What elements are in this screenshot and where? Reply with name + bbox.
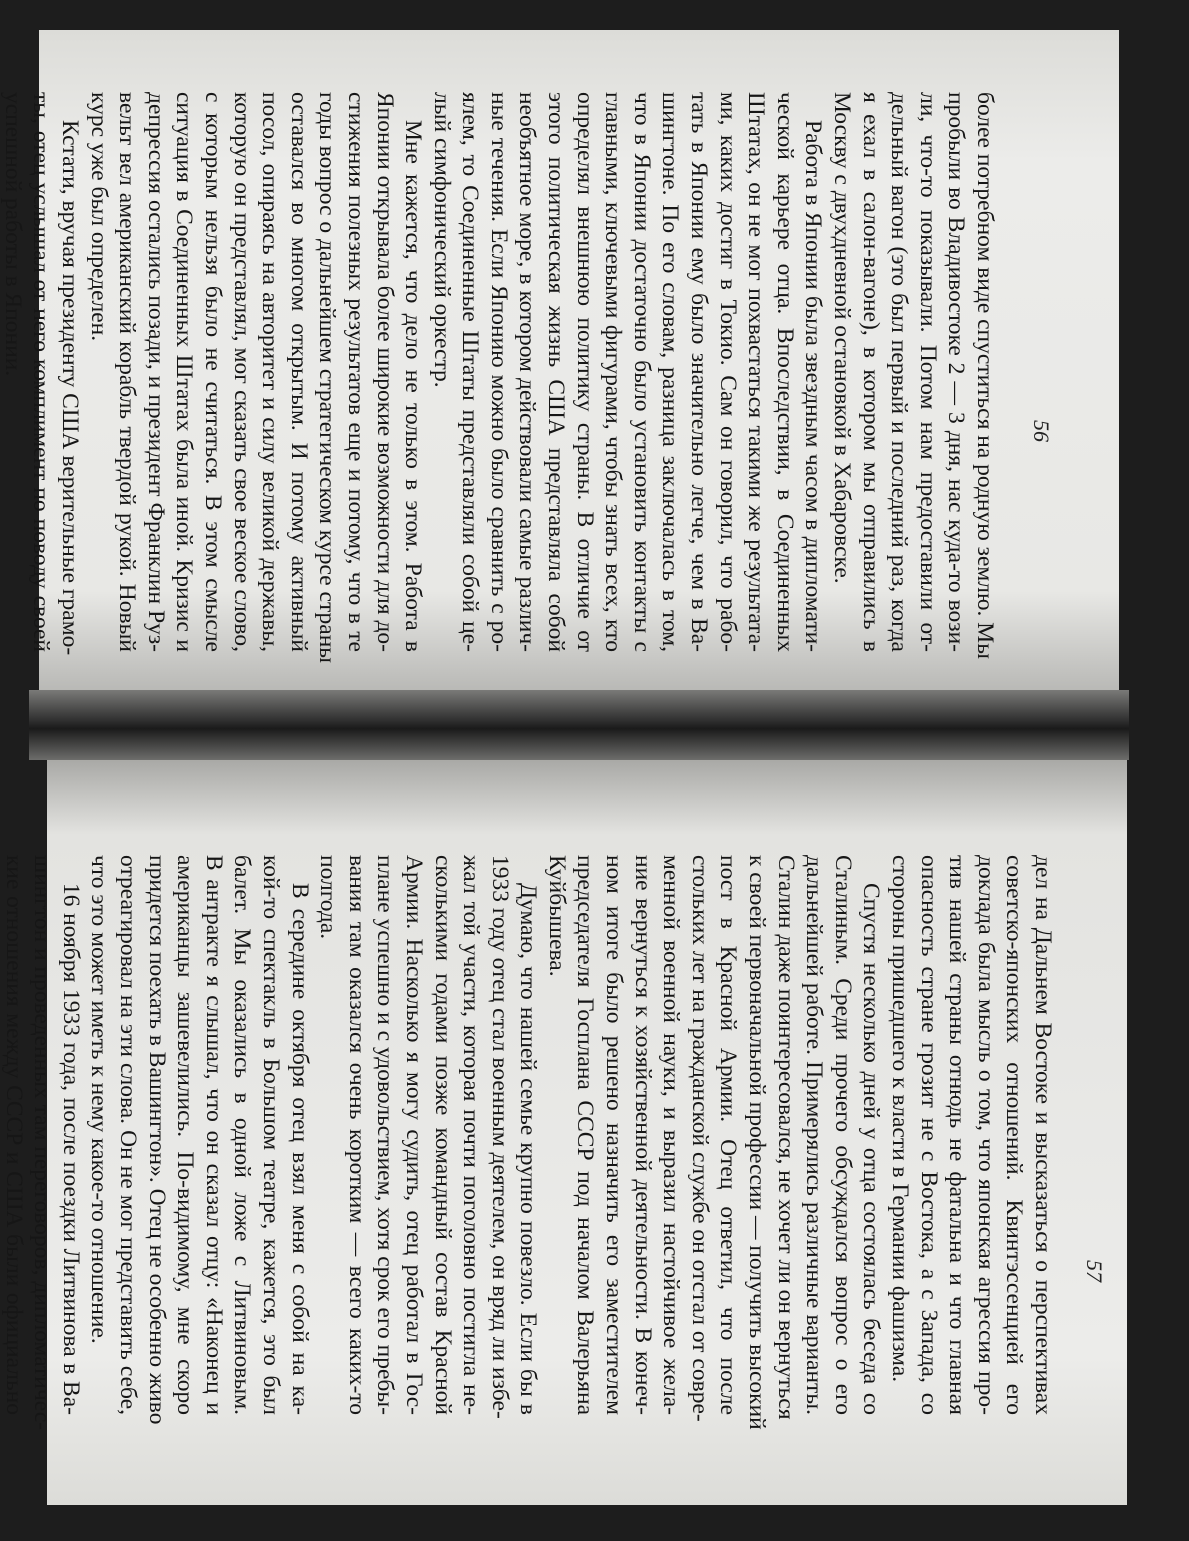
page-text	[0, 92, 999, 664]
text-line: дальнейшей работе. Примерялись различные варианты.	[801, 855, 828, 1415]
text-line: стольких лет на гражданской службе он отстал от совре-	[686, 855, 713, 1422]
right-page	[0, 760, 1127, 1505]
text-line: В середине октября отец взял меня с собой на ка-	[286, 883, 313, 1415]
text-line: Думаю, что нашей семье крупно повезло. Если бы в	[515, 883, 542, 1415]
page-number: 57	[1082, 1260, 1107, 1282]
text-line: ные течения. Если Японию можно было сравнить с ро-	[485, 92, 512, 652]
text-line: балет. Мы оказались в одной ложе с Литвиновым.	[229, 855, 256, 1415]
text-line: доклада была мысль о том, что японская агрессия про-	[972, 855, 999, 1415]
text-line: Сталиным. Среди прочего обсуждался вопрос о его	[829, 855, 856, 1415]
text-line: Армии. Насколько я могу судить, отец работал в Гос-	[400, 855, 427, 1415]
text-line: ческой карьере отца. Впоследствии, в Соединенных	[771, 92, 798, 652]
text-line: 1933 году отец стал военным деятелем, он вряд ли избе-	[486, 855, 513, 1419]
text-line: кие отношения между СССР и США были официально	[0, 855, 27, 1415]
text-line: стижения полезных результатов еще и потому, что в те	[342, 92, 369, 652]
text-line: Спустя несколько дней у отца состоялась беседа со	[858, 883, 885, 1415]
text-line: вания там оказался очень коротким — всего каких-то	[343, 855, 370, 1415]
text-line: ние вернуться к хозяйственной деятельности. В конеч-	[629, 855, 656, 1415]
text-line: вельт вел американский корабль твердой рукой. Новый	[114, 92, 141, 652]
text-line: с которым нельзя было не считаться. В этом смысле	[199, 92, 226, 652]
text-line: шингтоне. По его словам, разница заключалась в том,	[657, 92, 684, 652]
text-line: более потребном виде спуститься на родную землю. Мы	[972, 92, 998, 659]
text-line: что это может иметь к нему какое-то отношение.	[86, 855, 113, 1344]
text-line: этого политическая жизнь США представляла собой	[543, 92, 570, 652]
text-line: шингтон и проведенных там переговоров, дипломатичес-	[29, 855, 56, 1430]
text-line: председателя Госплана СССР под началом Валерьяна	[572, 855, 599, 1415]
text-line: Мне кажется, что дело не только в этом. Работа в	[400, 120, 427, 652]
text-line: советско-японских отношений. Квинтэссенцией его	[1001, 855, 1028, 1415]
text-line: Куйбышева.	[543, 855, 570, 977]
text-line: дельный вагон (это был первый и последний раз, когда	[886, 92, 913, 652]
text-line: стороны пришедшего к власти в Германии фашизма.	[887, 855, 914, 1383]
text-line: полгода.	[315, 855, 342, 940]
text-line: посол, опираясь на авторитет и силу великой державы,	[257, 92, 284, 652]
text-line: ми, каких достиг в Токио. Сам он говорил, что рабо-	[714, 92, 741, 652]
page-number: 56	[1029, 420, 1054, 442]
text-line: американцы зашевелились. По-видимому, мне скоро	[172, 855, 199, 1415]
text-line: тив нашей страны отнюдь не фатальна и что главная	[944, 855, 971, 1415]
text-line: годы вопрос о дальнейшем стратегическом курсе страны	[314, 92, 341, 664]
text-line: ты, отец услышал от него комплимент по поводу своей	[28, 92, 55, 652]
text-line: В антракте я слышал, что он сказал отцу: «Наконец и	[200, 855, 227, 1415]
text-line: отреагировал на эти слова. Он не мог представить себе,	[115, 855, 141, 1415]
text-line: Сталин даже поинтересовался, не хочет ли он вернуться	[772, 855, 799, 1420]
text-line: ситуация в Соединенных Штатах была иной. Кризис и	[171, 92, 198, 652]
text-line: дел на Дальнем Востоке и высказаться о перспективах	[1030, 855, 1056, 1415]
page-text	[0, 855, 1057, 1430]
text-line: придется поехать в Вашингтон». Отец не особенно живо	[143, 855, 170, 1425]
text-line: кой-то спектакль в Большом театре, кажется, это был	[257, 855, 284, 1415]
text-line: Японии открывала более широкие возможности для до-	[371, 92, 398, 652]
text-line: пост в Красной Армии. Отец ответил, что после	[715, 855, 742, 1415]
text-line: что в Японии достаточно было установить контакты с	[628, 92, 655, 652]
text-line: Штатах, он не мог похвастаться такими же результата-	[743, 92, 770, 652]
text-line: менной военной науки, и выразил настойчивое жела-	[658, 855, 685, 1415]
text-line: тать в Японии ему было значительно легче, чем в Ва-	[686, 92, 713, 652]
text-line: необъятное море, в котором действовали самые различ-	[514, 92, 541, 652]
text-line: Москву с двухдневной остановкой в Хабаровске.	[829, 92, 856, 584]
text-line: пробыли во Владивостоке 2 — 3 дня, нас куда-то вози-	[943, 92, 970, 652]
text-line: ли, что-то показывали. Потом нам предоставили от-	[914, 92, 941, 652]
text-line: к своей первоначальной профессии — получить высокий	[744, 855, 771, 1430]
text-line: определял внешнюю политику страны. В отличие от	[571, 92, 598, 652]
left-page	[0, 30, 1119, 690]
text-line: главными, ключевыми фигурами, чтобы знать всех, кто	[600, 92, 627, 652]
text-line: я ехал в салон-вагоне), в котором мы отправились в	[857, 92, 884, 652]
text-line: которую он представлял, мог сказать свое веское слово,	[228, 92, 255, 652]
text-line: оставался во многом открытым. И потому активный	[285, 92, 312, 652]
text-line: опасность стране грозит не с Востока, а с Запада, со	[915, 855, 942, 1415]
text-line: успешной работы в Японии.	[0, 92, 26, 377]
book-gutter	[29, 690, 1129, 760]
text-line: лый симфонический оркестр.	[428, 92, 455, 388]
text-line: Работа в Японии была звездным часом в дипломати-	[800, 120, 827, 652]
text-line: 16 ноября 1933 года, после поездки Литвинова в Ва-	[57, 883, 84, 1415]
text-line: жал той участи, которая почти поголовно постигла не-	[458, 855, 485, 1415]
text-line: Кстати, вручая президенту США верительные грамо-	[57, 120, 83, 656]
text-line: ялем, то Соединенные Штаты представляли собой це-	[457, 92, 484, 652]
text-line: депрессия остались позади, и президент Франклин Руз-	[142, 92, 169, 652]
text-line: ном итоге было решено назначить его заместителем	[601, 855, 628, 1415]
text-line: сколькими годами позже командный состав Красной	[429, 855, 456, 1415]
text-line: плане успешно и с удовольствием, хотя срок его пребы-	[372, 855, 399, 1415]
text-line: курс уже был определен.	[85, 92, 112, 342]
